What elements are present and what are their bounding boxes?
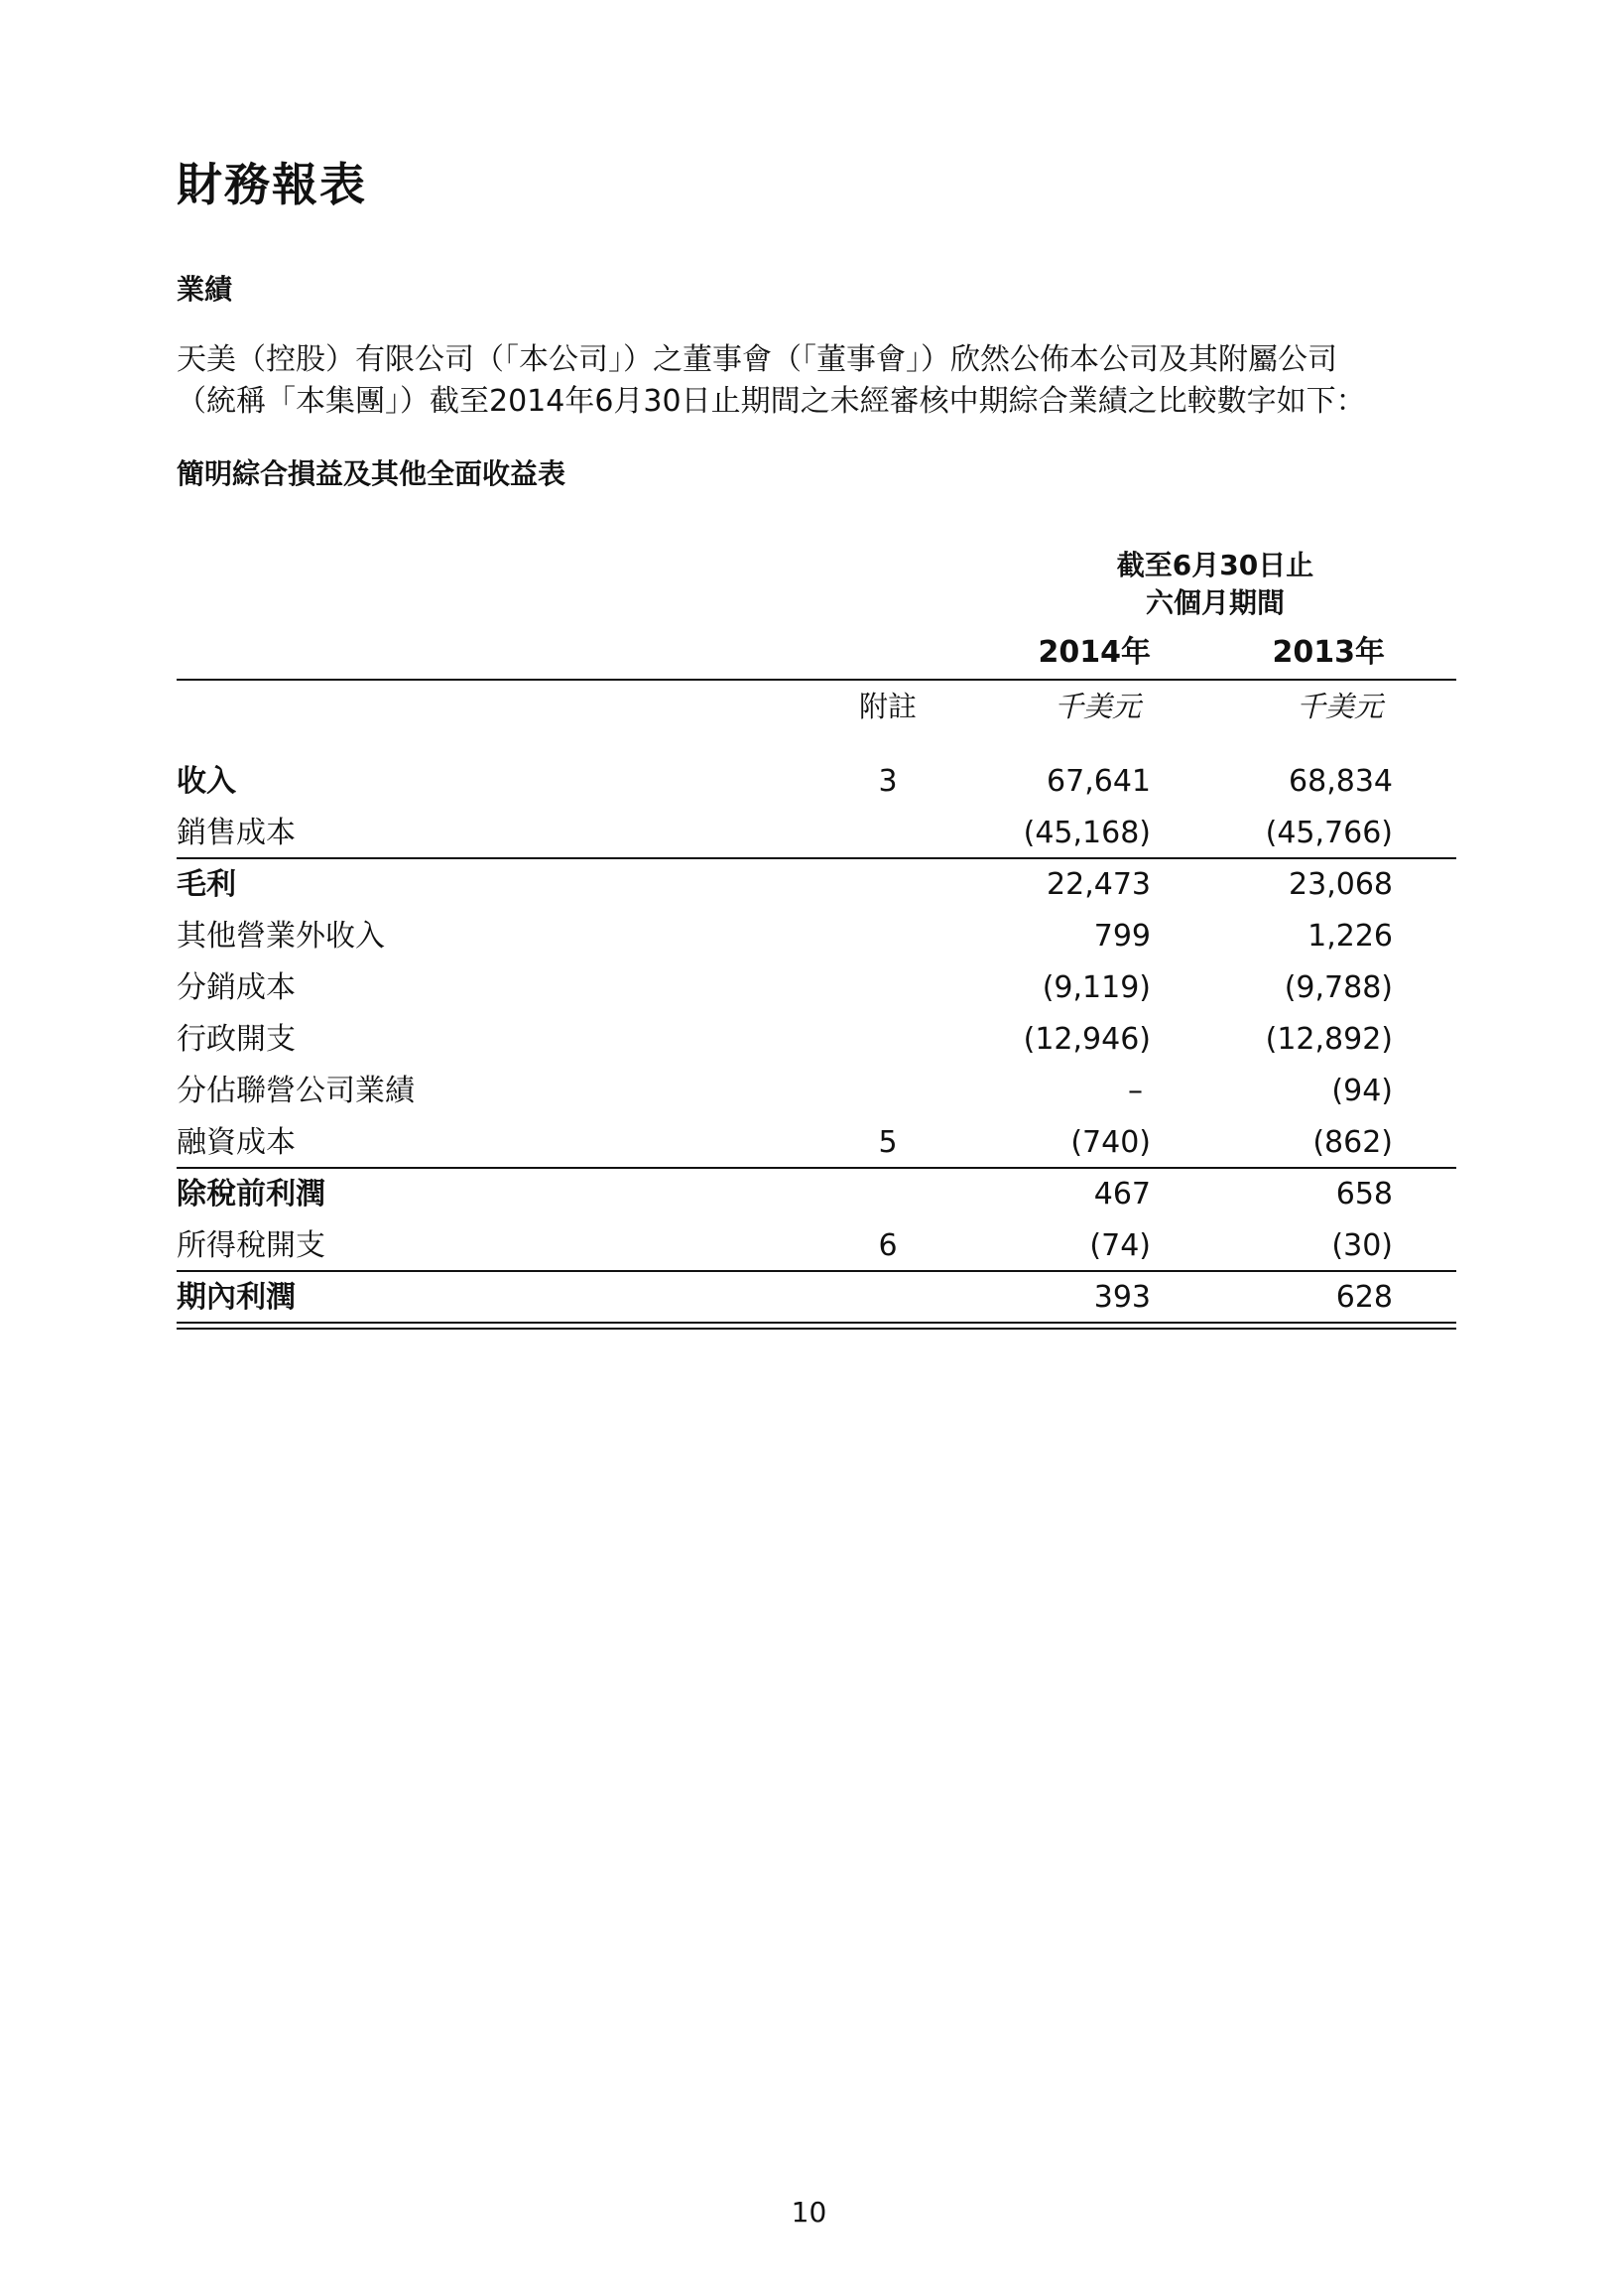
row-value-2014: (12,946)	[1023, 1022, 1151, 1057]
row-label: 除稅前利潤	[177, 1177, 325, 1212]
table-row-profit-for-period	[0, 1272, 1618, 1324]
statement-title: 簡明綜合損益及其他全面收益表	[177, 457, 566, 490]
row-label: 分銷成本	[177, 970, 296, 1005]
row-value-2013: (94)	[1331, 1074, 1393, 1108]
row-value-2013: (30)	[1331, 1228, 1393, 1263]
row-value-2014: 467	[1093, 1177, 1151, 1212]
row-label: 期內利潤	[177, 1280, 296, 1315]
table-row-admin-expenses	[0, 1014, 1618, 1066]
row-label: 融資成本	[177, 1125, 296, 1160]
row-label: 其他營業外收入	[177, 919, 385, 954]
table-row-share-of-associate	[0, 1066, 1618, 1117]
table-row-gross-profit	[0, 859, 1618, 911]
page-title: 財務報表	[177, 158, 367, 211]
row-value-2014: (740)	[1070, 1125, 1151, 1160]
row-value-2014: 799	[1093, 919, 1151, 954]
year-2014-header: 2014年	[1038, 635, 1151, 670]
page-number: 10	[791, 2196, 827, 2229]
table-row-finance-costs	[0, 1117, 1618, 1169]
row-value-2014: (9,119)	[1042, 970, 1151, 1005]
total-double-rule-top	[177, 1322, 1456, 1324]
table-row-cost-of-sales	[0, 808, 1618, 859]
table-row-income-tax	[0, 1220, 1618, 1272]
row-value-2014: 22,473	[1047, 867, 1151, 902]
table-row-profit-before-tax	[0, 1169, 1618, 1220]
row-value-2014: 393	[1093, 1280, 1151, 1315]
year-2013-header: 2013年	[1272, 635, 1385, 670]
row-label: 銷售成本	[177, 816, 296, 850]
row-label: 行政開支	[177, 1022, 296, 1057]
row-value-2013: 68,834	[1289, 764, 1393, 799]
row-value-2014: 67,641	[1047, 764, 1151, 799]
intro-line-1: 天美（控股）有限公司（「本公司」）之董事會（「董事會」）欣然公佈本公司及其附屬公司	[177, 342, 1337, 377]
row-value-2013: 658	[1335, 1177, 1393, 1212]
period-header-line-2: 六個月期間	[1145, 586, 1285, 619]
header-rule	[177, 679, 1456, 681]
currency-2013: 千美元	[1296, 690, 1383, 723]
row-label: 毛利	[177, 867, 236, 902]
row-value-2014: –	[1128, 1074, 1143, 1108]
row-value-2013: (45,766)	[1265, 816, 1393, 850]
row-label: 所得稅開支	[177, 1228, 325, 1263]
currency-2014: 千美元	[1054, 690, 1141, 723]
total-double-rule-bottom	[177, 1328, 1456, 1330]
row-value-2013: (862)	[1312, 1125, 1393, 1160]
row-label: 分佔聯營公司業績	[177, 1074, 415, 1108]
row-value-2014: (74)	[1089, 1228, 1151, 1263]
row-value-2013: 628	[1335, 1280, 1393, 1315]
row-value-2013: 23,068	[1289, 867, 1393, 902]
row-note: 6	[878, 1228, 898, 1263]
intro-paragraph	[177, 339, 1456, 423]
period-header-line-1: 截至6月30日止	[1116, 549, 1314, 581]
table-row-distribution-costs	[0, 962, 1618, 1014]
row-note: 3	[878, 764, 898, 799]
note-column-header: 附註	[858, 690, 917, 723]
row-value-2014: (45,168)	[1023, 816, 1151, 850]
table-row-revenue	[0, 756, 1618, 808]
table-row-other-income	[0, 911, 1618, 962]
row-note: 5	[878, 1125, 898, 1160]
row-value-2013: (12,892)	[1265, 1022, 1393, 1057]
intro-line-2: （統稱「本集團」）截至2014年6月30日止期間之未經審核中期綜合業績之比較數字如下：	[177, 384, 1366, 419]
row-value-2013: (9,788)	[1284, 970, 1393, 1005]
row-label: 收入	[177, 764, 236, 799]
row-value-2013: 1,226	[1307, 919, 1393, 954]
section-heading: 業績	[177, 273, 233, 306]
